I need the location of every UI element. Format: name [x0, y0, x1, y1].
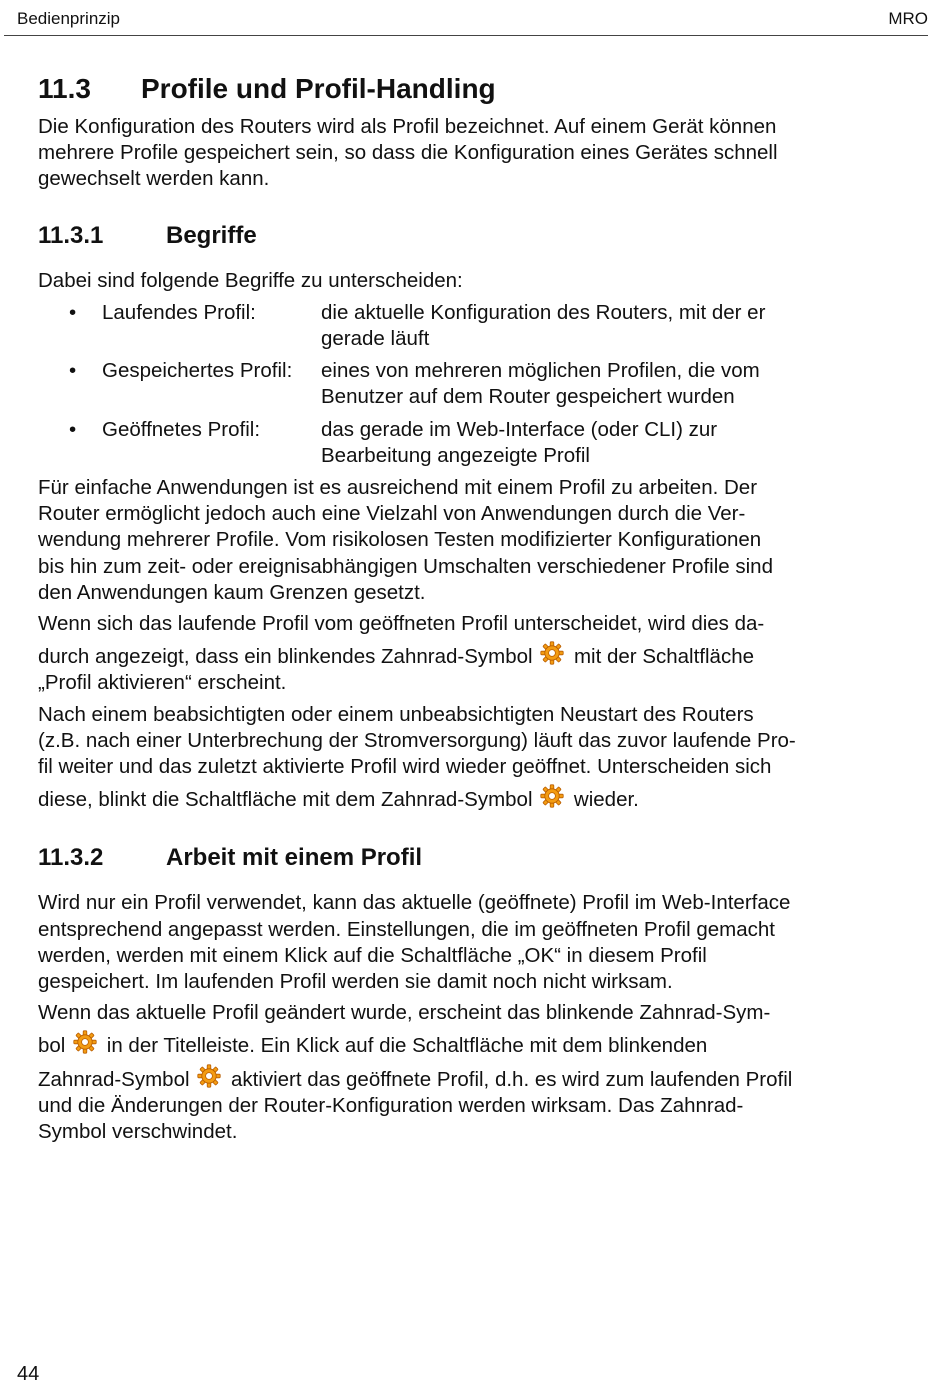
page-header	[4, 0, 928, 36]
bullet: •	[69, 300, 77, 324]
text-line: mehrere Profile gespeichert sein, so dass die Konfiguration eines Gerätes schnell	[38, 141, 778, 165]
terms-lead: Dabei sind folgende Begriffe zu unterscheiden:	[38, 268, 463, 292]
paragraph: Wird nur ein Profil verwendet, kann das aktuelle (geöffnete) Profil im Web-Interface entsprechend angepasst werden. Einstellungen, die im geöffneten Profil gemacht werden, werden mit einem Klick auf die Schaltfläche „OK“ in diesem Profil gespeichert. Im laufenden Profil werden sie damit noch nicht wirksam.	[38, 891, 791, 994]
section-number: 11.3	[38, 73, 91, 104]
bullet: •	[69, 359, 77, 383]
subsection-heading-2	[38, 841, 898, 875]
term-definition: eines von mehreren möglichen Profilen, die vom Benutzer auf dem Router gespeichert wurden	[321, 359, 760, 409]
section-title: Profile und Profil-Handling	[141, 73, 496, 104]
gear-icon	[540, 784, 564, 808]
term-label: Geöffnetes Profil:	[102, 417, 261, 441]
subsection-number: 11.3.1	[38, 221, 104, 249]
gear-icon	[197, 1064, 221, 1088]
text-line: Die Konfiguration des Routers wird als Profil bezeichnet. Auf einem Gerät können	[38, 115, 777, 138]
list-item	[38, 417, 898, 469]
gear-icon	[73, 1030, 97, 1054]
section-heading	[38, 70, 898, 108]
bullet: •	[69, 417, 77, 441]
list-item	[38, 358, 898, 410]
gear-icon	[540, 641, 564, 665]
term-label: Laufendes Profil:	[102, 300, 256, 324]
page-content	[38, 70, 898, 1145]
section-intro	[38, 114, 898, 193]
subsection-number: 11.3.2	[38, 844, 104, 872]
text-line: gewechselt werden kann.	[38, 167, 270, 191]
page-number: 44	[17, 1363, 40, 1385]
header-product: MRO	[888, 9, 928, 28]
term-definition: das gerade im Web-Interface (oder CLI) zur Bearbeitung angezeigte Profil	[321, 417, 718, 467]
subsection-title: Arbeit mit einem Profil	[166, 844, 423, 872]
paragraph: Wenn sich das laufende Profil vom geöffneten Profil unterscheidet, wird dies da- durch angezeigt, dass ein blinkendes Zahnrad-Symbol mit der Schaltfläche „Profil aktivieren“ erscheint.	[38, 612, 765, 695]
header-chapter: Bedienprinzip	[17, 9, 121, 28]
paragraph: Nach einem beabsichtigten oder einem unbeabsichtigten Neustart des Routers (z.B. nach einer Unterbrechung der Stromversorgung) läuft das zuvor laufende Pro- fil weiter und das zuletzt aktivierte Profil wird wieder geöffnet. Unterscheiden sich diese, blinkt die Schaltfläche mit dem Zahnrad-Symbol wieder.	[38, 702, 796, 812]
term-label: Gespeichertes Profil:	[102, 359, 293, 383]
subsection-title: Begriffe	[166, 221, 257, 249]
subsection-heading-1	[38, 219, 898, 253]
paragraph: Wenn das aktuelle Profil geändert wurde, erscheint das blinkende Zahnrad-Sym- bol in der Titelleiste. Ein Klick auf die Schaltfläche mit dem blinkenden Zahnrad-Symbol aktiviert das geöffnete Profil, d.h. es wird zum laufenden Profil und die Änderungen der Router-Konfiguration werden wirksam. Das Zahnrad- Symbol verschwindet.	[38, 1001, 793, 1144]
paragraph: Für einfache Anwendungen ist es ausreichend mit einem Profil zu arbeiten. Der Router ermöglicht jedoch auch eine Vielzahl von Anwendungen durch die Ver- wendung mehrerer Profile. Vom risikolosen Testen modifizierter Konfigurationen bis hin zum zeit- oder ereignisabhängigen Umschalten verschiedener Profile sind den Anwendungen kaum Grenzen gesetzt.	[38, 476, 773, 604]
term-definition: die aktuelle Konfiguration des Routers, mit der er gerade läuft	[321, 300, 766, 351]
list-item	[38, 300, 898, 352]
terms-list	[38, 300, 898, 469]
